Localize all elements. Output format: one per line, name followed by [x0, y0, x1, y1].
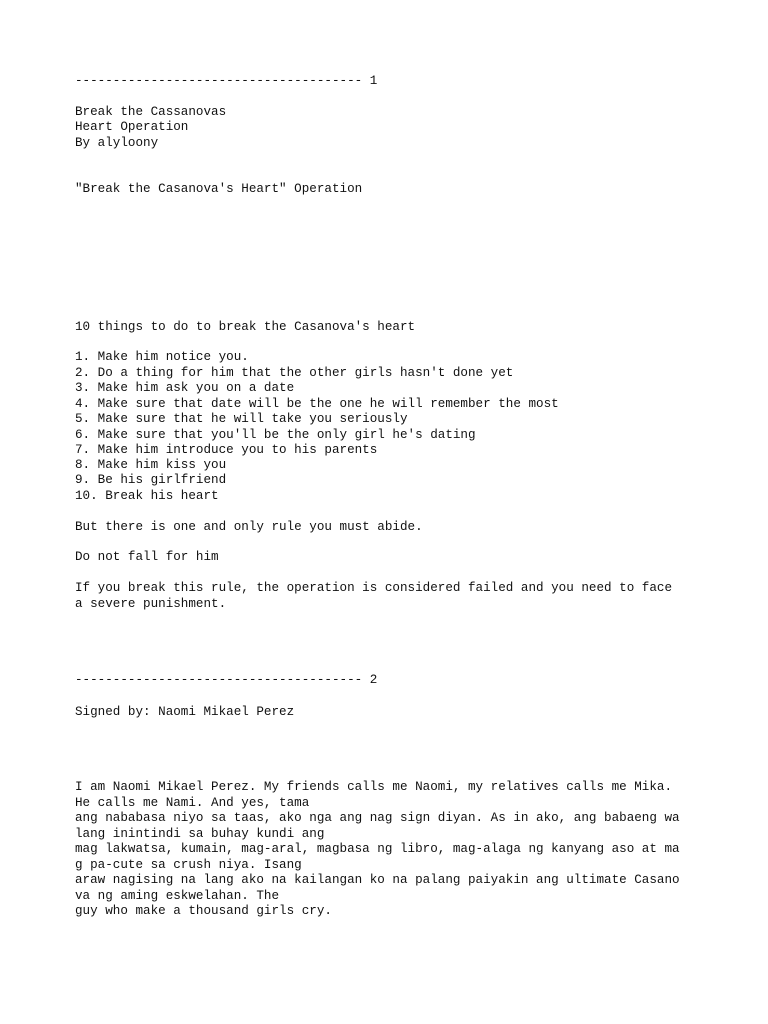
- operation-title: "Break the Casanova's Heart" Operation: [75, 182, 363, 196]
- list-intro: 10 things to do to break the Casanova's heart: [75, 320, 416, 334]
- rule-text: Do not fall for him: [75, 550, 219, 564]
- rule-intro: But there is one and only rule you must abide.: [75, 520, 423, 534]
- story-line: ang nababasa niyo sa taas, ako nga ang nag sign diyan. As in ako, ang babaeng wa: [75, 811, 680, 825]
- list-item: 2. Do a thing for him that the other girls hasn't done yet: [75, 366, 514, 380]
- signed-by: Signed by: Naomi Mikael Perez: [75, 705, 295, 719]
- story-line: He calls me Nami. And yes, tama: [75, 796, 310, 810]
- story-line: lang inintindi sa buhay kundi ang: [75, 827, 325, 841]
- list-item: 4. Make sure that date will be the one he will remember the most: [75, 397, 559, 411]
- document-author: By alyloony: [75, 136, 159, 150]
- story-line: g pa-cute sa crush niya. Isang: [75, 858, 302, 872]
- document-title: Break the Cassanovas: [75, 105, 227, 119]
- story-line: I am Naomi Mikael Perez. My friends calls me Naomi, my relatives calls me Mika.: [75, 780, 673, 794]
- page-separator-1: -------------------------------------- 1: [75, 74, 378, 88]
- story-line: araw nagising na lang ako na kailangan ko na palang paiyakin ang ultimate Casano: [75, 873, 680, 887]
- story-line: va ng aming eskwelahan. The: [75, 889, 280, 903]
- consequence-text: If you break this rule, the operation is considered failed and you need to face: [75, 581, 673, 595]
- list-item: 1. Make him notice you.: [75, 350, 249, 364]
- document-title-line-2: Heart Operation: [75, 120, 189, 134]
- story-line: guy who make a thousand girls cry.: [75, 904, 332, 918]
- page-separator-2: -------------------------------------- 2: [75, 673, 378, 687]
- list-item: 5. Make sure that he will take you seriously: [75, 412, 408, 426]
- list-item: 6. Make sure that you'll be the only girl he's dating: [75, 428, 476, 442]
- story-line: mag lakwatsa, kumain, mag-aral, magbasa ng libro, mag-alaga ng kanyang aso at ma: [75, 842, 680, 856]
- list-item: 7. Make him introduce you to his parents: [75, 443, 378, 457]
- list-item: 3. Make him ask you on a date: [75, 381, 295, 395]
- consequence-text: a severe punishment.: [75, 597, 227, 611]
- list-item: 9. Be his girlfriend: [75, 473, 227, 487]
- list-item: 8. Make him kiss you: [75, 458, 227, 472]
- list-item: 10. Break his heart: [75, 489, 219, 503]
